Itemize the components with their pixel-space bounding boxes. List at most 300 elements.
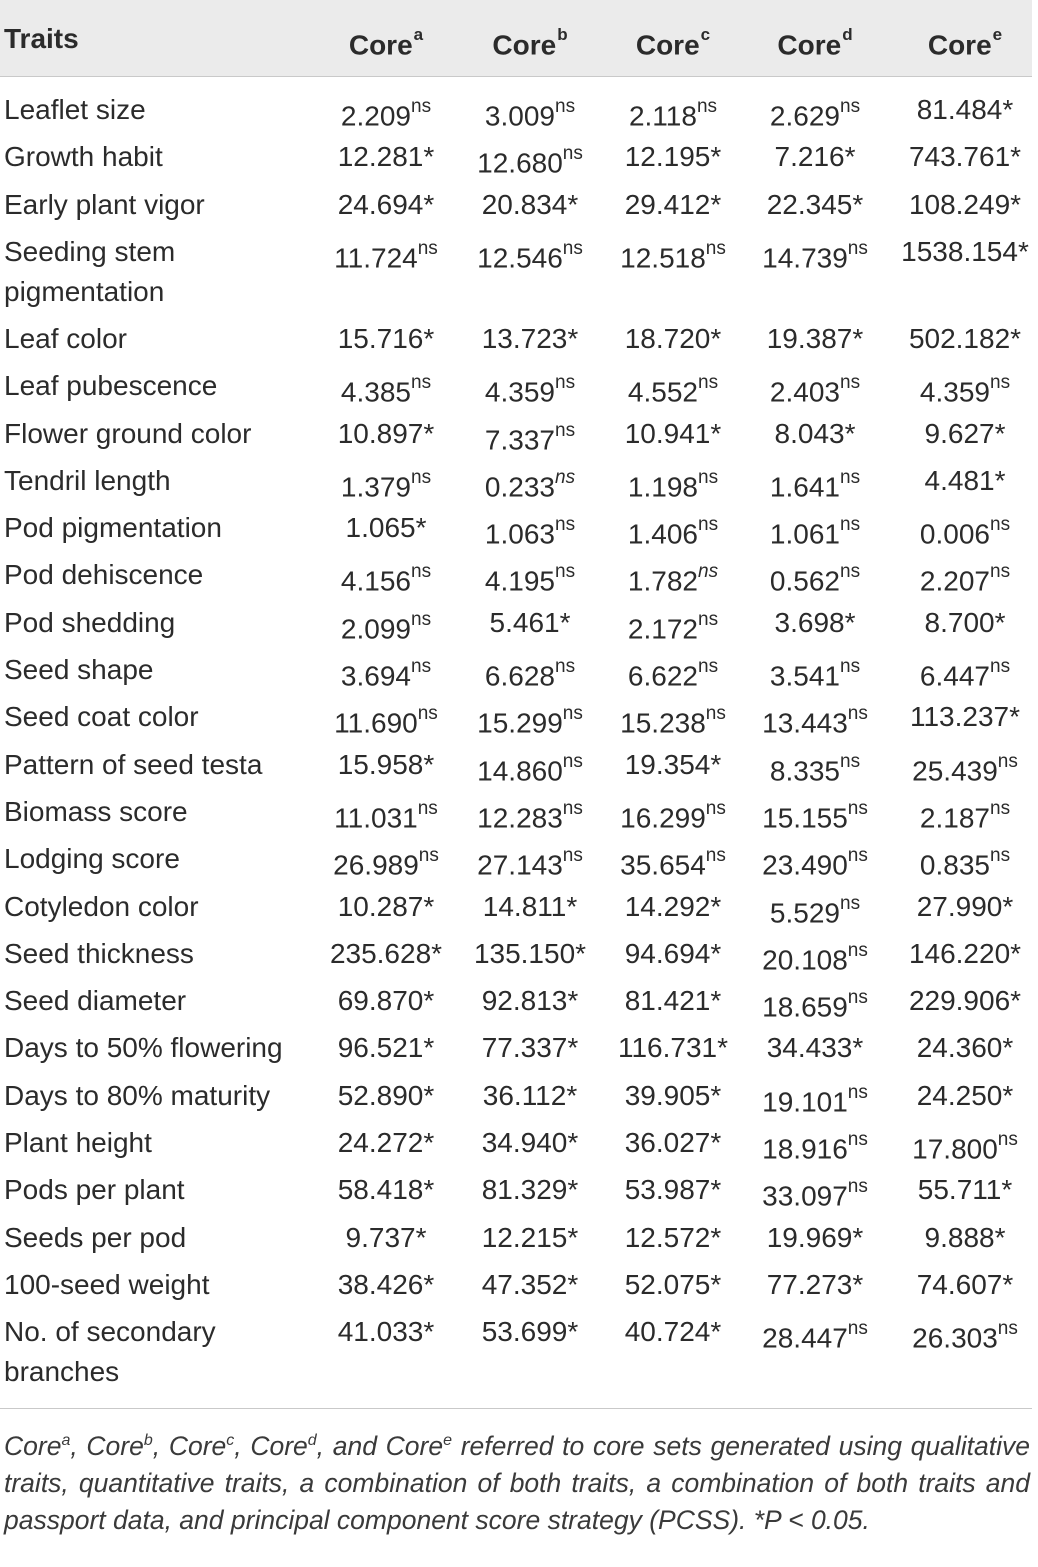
value-cell [316, 90, 456, 136]
value-cell [603, 555, 743, 601]
value-number: 34.433* [766, 1032, 864, 1064]
value-number: 13.443 [762, 707, 848, 739]
significance-mark: ns [411, 466, 432, 488]
significance-mark: ns [411, 608, 432, 630]
value-number: 4.481* [924, 464, 1006, 496]
value-cell [460, 90, 600, 136]
value-number: 35.654 [620, 849, 706, 881]
value-number: 94.694* [624, 937, 722, 969]
value-cell [745, 887, 885, 933]
value-number: 11.031 [334, 802, 418, 834]
value-cell [603, 1312, 743, 1352]
value-number: 41.033* [337, 1316, 435, 1348]
value-cell [895, 232, 1035, 272]
value-cell [603, 1123, 743, 1163]
significance-mark: ns [411, 372, 432, 394]
trait-name: Seeds per pod [4, 1221, 187, 1253]
value-number: 7.337 [484, 423, 555, 455]
significance-mark: ns [847, 987, 868, 1009]
value-cell [745, 1170, 885, 1216]
value-cell [603, 1265, 743, 1305]
trait-name: Lodging score [4, 843, 180, 875]
value-cell [895, 508, 1035, 554]
value-number: 146.220* [908, 937, 1022, 969]
value-cell [460, 185, 600, 225]
value-cell [745, 185, 885, 225]
significance-mark: ns [698, 656, 719, 677]
value-number: 113.237* [909, 701, 1021, 733]
significance-mark: ns [698, 466, 719, 488]
value-number: 4.156 [340, 565, 411, 597]
value-cell [603, 137, 743, 177]
trait-name: Pattern of seed testa [4, 748, 263, 780]
value-cell [603, 232, 743, 278]
value-cell [603, 792, 743, 838]
value-number: 4.359 [919, 376, 990, 408]
value-number: 11.690 [334, 707, 418, 739]
value-number: 15.155 [762, 802, 848, 834]
trait-name: Cotyledon color [4, 890, 199, 922]
value-number: 8.043* [774, 417, 856, 449]
value-number: 33.097 [762, 1180, 848, 1212]
value-cell [460, 603, 600, 643]
significance-mark: ns [555, 656, 576, 677]
value-number: 3.541 [769, 660, 840, 692]
trait-name: Days to 80% maturity [4, 1079, 271, 1111]
value-cell [745, 697, 885, 743]
significance-mark: ns [840, 656, 861, 677]
value-number: 3.694 [340, 660, 411, 692]
value-cell [895, 650, 1035, 696]
significance-mark: ns [847, 703, 868, 725]
significance-mark: ns [698, 372, 719, 394]
trait-name: Pods per plant [4, 1174, 185, 1206]
trait-name: Seeding stem pigmentation [4, 235, 176, 307]
value-number: 12.518 [620, 242, 706, 274]
significance-mark: ns [990, 561, 1011, 583]
value-number: 4.195 [484, 565, 555, 597]
value-cell [745, 1076, 885, 1122]
value-number: 19.387* [766, 322, 864, 354]
value-cell [745, 792, 885, 838]
value-number: 18.720* [624, 322, 722, 354]
value-number: 29.412* [624, 188, 722, 220]
trait-name: Growth habit [4, 141, 163, 173]
value-number: 1.379 [340, 471, 411, 503]
trait-name: Flower ground color [4, 417, 252, 449]
value-cell [745, 981, 885, 1027]
value-number: 15.958* [337, 748, 435, 780]
table-header-row [0, 0, 1032, 77]
value-cell [895, 366, 1035, 412]
value-number: 9.888* [924, 1221, 1006, 1253]
trait-name: Seed shape [4, 654, 154, 685]
value-cell [745, 745, 885, 791]
value-number: 12.215* [481, 1221, 579, 1253]
trait-name: Seed thickness [4, 937, 194, 969]
significance-mark: ns [847, 1081, 868, 1103]
value-cell [603, 461, 743, 507]
value-cell [316, 792, 456, 838]
value-number: 0.562 [769, 565, 840, 597]
value-cell [603, 697, 743, 743]
value-cell [316, 1076, 456, 1116]
header-core-a: Core$^a$ [348, 25, 424, 61]
value-number: 2.099 [340, 613, 411, 645]
value-cell [316, 745, 456, 785]
footnote-text: , and Core [316, 1430, 444, 1461]
significance-mark: ns [705, 703, 726, 725]
value-cell [895, 555, 1035, 601]
value-cell [460, 508, 600, 554]
value-cell [316, 1218, 456, 1258]
trait-name: Plant height [4, 1127, 152, 1158]
value-number: 81.484* [916, 94, 1014, 125]
value-number: 14.739 [762, 242, 848, 274]
value-number: 9.627* [924, 417, 1006, 449]
value-number: 24.272* [337, 1127, 435, 1158]
value-number: 28.447 [762, 1322, 848, 1354]
significance-mark: ns [990, 514, 1011, 536]
value-number: 18.916 [762, 1133, 848, 1165]
value-number: 6.628 [484, 660, 555, 692]
value-cell [603, 839, 743, 885]
trait-name: No. of secondary branches [4, 1316, 216, 1388]
value-cell [460, 414, 600, 460]
significance-mark: ns [562, 237, 583, 259]
value-cell [460, 1312, 600, 1352]
value-cell [460, 1123, 600, 1163]
value-cell [316, 232, 456, 278]
value-number: 36.027* [624, 1127, 722, 1158]
value-cell [745, 1123, 885, 1169]
header-core-e: Core$^e$ [927, 25, 1003, 61]
value-number: 52.890* [337, 1079, 435, 1111]
value-cell [316, 981, 456, 1021]
value-cell [895, 319, 1035, 359]
significance-mark: ns [555, 561, 576, 583]
significance-mark: ns [840, 96, 861, 117]
value-cell [603, 414, 743, 454]
value-number: 24.250* [916, 1079, 1014, 1111]
value-number: 6.447 [919, 660, 990, 692]
value-cell [745, 319, 885, 359]
value-number: 6.622 [627, 660, 698, 692]
value-number: 15.299 [477, 707, 563, 739]
footnote-divider [0, 1408, 1032, 1409]
significance-mark: ns [990, 656, 1011, 677]
value-cell [316, 1265, 456, 1305]
value-number: 116.731* [617, 1032, 729, 1064]
value-number: 12.281* [337, 141, 435, 173]
significance-mark: ns [411, 656, 432, 677]
value-cell [895, 1123, 1035, 1169]
value-number: 135.150* [473, 937, 587, 969]
value-cell [745, 90, 885, 136]
value-number: 53.699* [481, 1316, 579, 1348]
value-cell [745, 1265, 885, 1305]
value-number: 18.659 [762, 991, 848, 1023]
value-cell [316, 1312, 456, 1352]
value-cell [316, 508, 456, 548]
value-number: 81.329* [481, 1174, 579, 1206]
significance-mark: ns [840, 466, 861, 488]
header-core-d: Core$^d$ [777, 25, 853, 61]
trait-name: Biomass score [4, 795, 188, 827]
value-number: 12.680 [477, 147, 563, 179]
footnote-superscript: a [61, 1432, 71, 1449]
significance-mark: ns [555, 96, 576, 117]
value-cell [895, 414, 1035, 454]
value-cell [603, 319, 743, 359]
value-cell [603, 603, 743, 649]
value-cell [316, 697, 456, 743]
value-cell [460, 887, 600, 927]
value-cell [316, 555, 456, 601]
value-cell [895, 1265, 1035, 1305]
value-cell [460, 461, 600, 507]
value-number: 1.406 [627, 518, 698, 550]
value-number: 92.813* [481, 985, 579, 1017]
value-number: 20.108 [762, 944, 848, 976]
trait-name: Seed diameter [4, 985, 187, 1017]
value-number: 39.905* [624, 1079, 722, 1111]
value-cell [895, 887, 1035, 927]
value-cell [745, 650, 885, 696]
value-number: 26.989 [333, 849, 419, 881]
trait-name: Pod pigmentation [4, 512, 222, 544]
value-number: 47.352* [481, 1268, 579, 1300]
value-cell [316, 603, 456, 649]
value-cell [745, 1312, 885, 1358]
significance-mark: ns [840, 892, 861, 914]
value-cell [895, 792, 1035, 838]
table-footnote [4, 1422, 1030, 1539]
significance-mark: ns [698, 514, 719, 536]
value-number: 2.403 [769, 376, 840, 408]
header-traits: Traits [4, 23, 79, 54]
value-cell [603, 1218, 743, 1258]
value-cell [460, 934, 600, 974]
value-number: 19.969* [766, 1221, 864, 1253]
value-cell [895, 461, 1035, 501]
value-number: 108.249* [908, 188, 1022, 220]
trait-name: Pod dehiscence [4, 559, 204, 591]
significance-mark: ns [705, 797, 726, 819]
value-cell [895, 1170, 1035, 1210]
value-cell [745, 603, 885, 643]
value-cell [895, 137, 1035, 177]
value-cell [603, 508, 743, 554]
value-number: 2.118 [628, 100, 697, 132]
value-cell [316, 137, 456, 177]
value-number: 0.835 [919, 849, 990, 881]
value-cell [460, 232, 600, 278]
value-number: 12.572* [624, 1221, 722, 1253]
header-core-b: Core$^b$ [492, 25, 568, 61]
significance-mark: ns [847, 797, 868, 819]
value-number: 10.287* [337, 890, 435, 922]
trait-name: Leaflet size [4, 94, 146, 125]
value-number: 26.303 [912, 1322, 998, 1354]
value-number: 22.345* [766, 188, 864, 220]
value-number: 74.607* [916, 1268, 1014, 1300]
significance-mark: ns [847, 939, 868, 961]
footnote-superscript: d [307, 1432, 317, 1449]
significance-mark: ns [417, 797, 438, 819]
value-cell [316, 461, 456, 507]
value-cell [460, 981, 600, 1021]
value-cell [316, 319, 456, 359]
value-number: 19.101 [762, 1086, 848, 1118]
value-cell [460, 555, 600, 601]
value-cell [745, 1218, 885, 1258]
significance-mark: ns [562, 750, 583, 772]
value-cell [316, 1170, 456, 1210]
value-cell [316, 414, 456, 454]
value-number: 1.065* [345, 512, 427, 544]
value-cell [603, 185, 743, 225]
value-cell [460, 697, 600, 743]
value-number: 19.354* [624, 748, 722, 780]
value-number: 16.299 [620, 802, 706, 834]
value-cell [895, 1312, 1035, 1358]
value-number: 229.906* [908, 985, 1022, 1017]
value-number: 12.283 [477, 802, 563, 834]
value-cell [316, 1123, 456, 1163]
value-number: 8.335 [769, 754, 840, 786]
value-number: 2.172 [627, 613, 698, 645]
value-number: 11.724 [334, 242, 418, 274]
value-cell [460, 839, 600, 885]
value-cell [460, 366, 600, 412]
significance-mark: ns [847, 1129, 868, 1150]
trait-name: Tendril length [4, 464, 171, 496]
value-cell [603, 1076, 743, 1116]
value-cell [895, 839, 1035, 885]
significance-mark: ns [555, 419, 576, 441]
value-cell [895, 1028, 1035, 1068]
footnote-text: , Core [152, 1430, 227, 1461]
significance-mark: ns [997, 750, 1018, 772]
value-cell [603, 887, 743, 927]
value-number: 13.723* [481, 322, 579, 354]
value-number: 1.641 [769, 471, 840, 503]
trait-name: Early plant vigor [4, 188, 205, 220]
value-cell [460, 792, 600, 838]
value-cell [460, 1076, 600, 1116]
value-number: 4.552 [627, 376, 698, 408]
significance-mark: ns [562, 797, 583, 819]
significance-mark: ns [990, 372, 1011, 394]
value-cell [895, 745, 1035, 791]
value-number: 34.940* [481, 1127, 579, 1158]
significance-mark: ns [696, 96, 718, 117]
value-cell [895, 981, 1035, 1021]
value-number: 1.198 [627, 471, 698, 503]
significance-mark: ns [840, 561, 861, 583]
significance-mark: ns [417, 703, 438, 725]
value-number: 77.273* [766, 1268, 864, 1300]
significance-mark: ns [698, 608, 719, 630]
value-number: 9.737* [345, 1221, 427, 1253]
significance-mark: ns [847, 845, 868, 867]
value-number: 24.360* [916, 1032, 1014, 1064]
trait-name: Seed coat color [4, 701, 199, 733]
value-number: 14.860 [477, 754, 563, 786]
value-number: 23.490 [762, 849, 848, 881]
significance-mark: ns [411, 96, 432, 117]
footnote-superscript: e [443, 1432, 452, 1449]
significance-mark: ns [997, 1318, 1018, 1340]
value-number: 743.761* [908, 141, 1022, 173]
footnote-text: , Core [70, 1430, 144, 1461]
header-core-c: Core$^c$ [635, 25, 711, 61]
value-number: 7.216* [774, 141, 856, 173]
value-cell [895, 697, 1035, 737]
value-cell [316, 839, 456, 885]
significance-mark: ns [840, 372, 861, 394]
footnote-text: referred to core sets generated using qualitative traits, quantitative traits, a combination of both traits, a combination of both traits and passport data, and principal component score strategy (PCSS). *P < 0.05. [4, 1430, 1030, 1535]
value-cell [745, 508, 885, 554]
value-cell [745, 137, 885, 177]
footnote-superscript: b [143, 1432, 153, 1449]
value-number: 55.711* [917, 1174, 1013, 1206]
value-cell [745, 934, 885, 980]
value-number: 502.182* [908, 322, 1022, 354]
value-number: 1538.154* [901, 235, 1029, 267]
value-cell [460, 1218, 600, 1258]
value-number: 25.439 [912, 754, 998, 786]
significance-mark: ns [847, 1318, 868, 1340]
value-number: 40.724* [624, 1316, 722, 1348]
value-cell [460, 319, 600, 359]
significance-mark: ns [847, 1176, 868, 1198]
value-cell [745, 839, 885, 885]
value-number: 3.009 [484, 100, 555, 132]
value-number: 14.811* [482, 890, 578, 922]
value-number: 2.207 [919, 565, 990, 597]
value-number: 1.061 [769, 518, 840, 550]
value-cell [603, 90, 743, 136]
value-cell [745, 232, 885, 278]
significance-mark: ns [705, 845, 726, 867]
value-cell [316, 887, 456, 927]
value-number: 10.941* [624, 417, 722, 449]
value-cell [316, 650, 456, 696]
footnote-text: Core [4, 1430, 62, 1461]
value-number: 10.897* [337, 417, 435, 449]
significance-mark: ns [555, 514, 576, 536]
significance-mark: ns [555, 372, 576, 394]
value-cell [460, 137, 600, 183]
value-number: 2.187 [919, 802, 990, 834]
significance-mark: ns [997, 1129, 1018, 1150]
value-cell [316, 366, 456, 412]
value-cell [895, 1218, 1035, 1258]
value-cell [895, 90, 1035, 130]
value-number: 8.700* [924, 606, 1006, 638]
value-number: 2.209 [340, 100, 411, 132]
value-number: 2.629 [769, 100, 840, 132]
value-cell [603, 981, 743, 1021]
significance-mark: ns [705, 237, 726, 259]
value-cell [460, 1170, 600, 1210]
value-cell [895, 1076, 1035, 1116]
significance-mark: ns [990, 797, 1011, 819]
significance-mark: ns [562, 703, 583, 725]
value-cell [460, 650, 600, 696]
